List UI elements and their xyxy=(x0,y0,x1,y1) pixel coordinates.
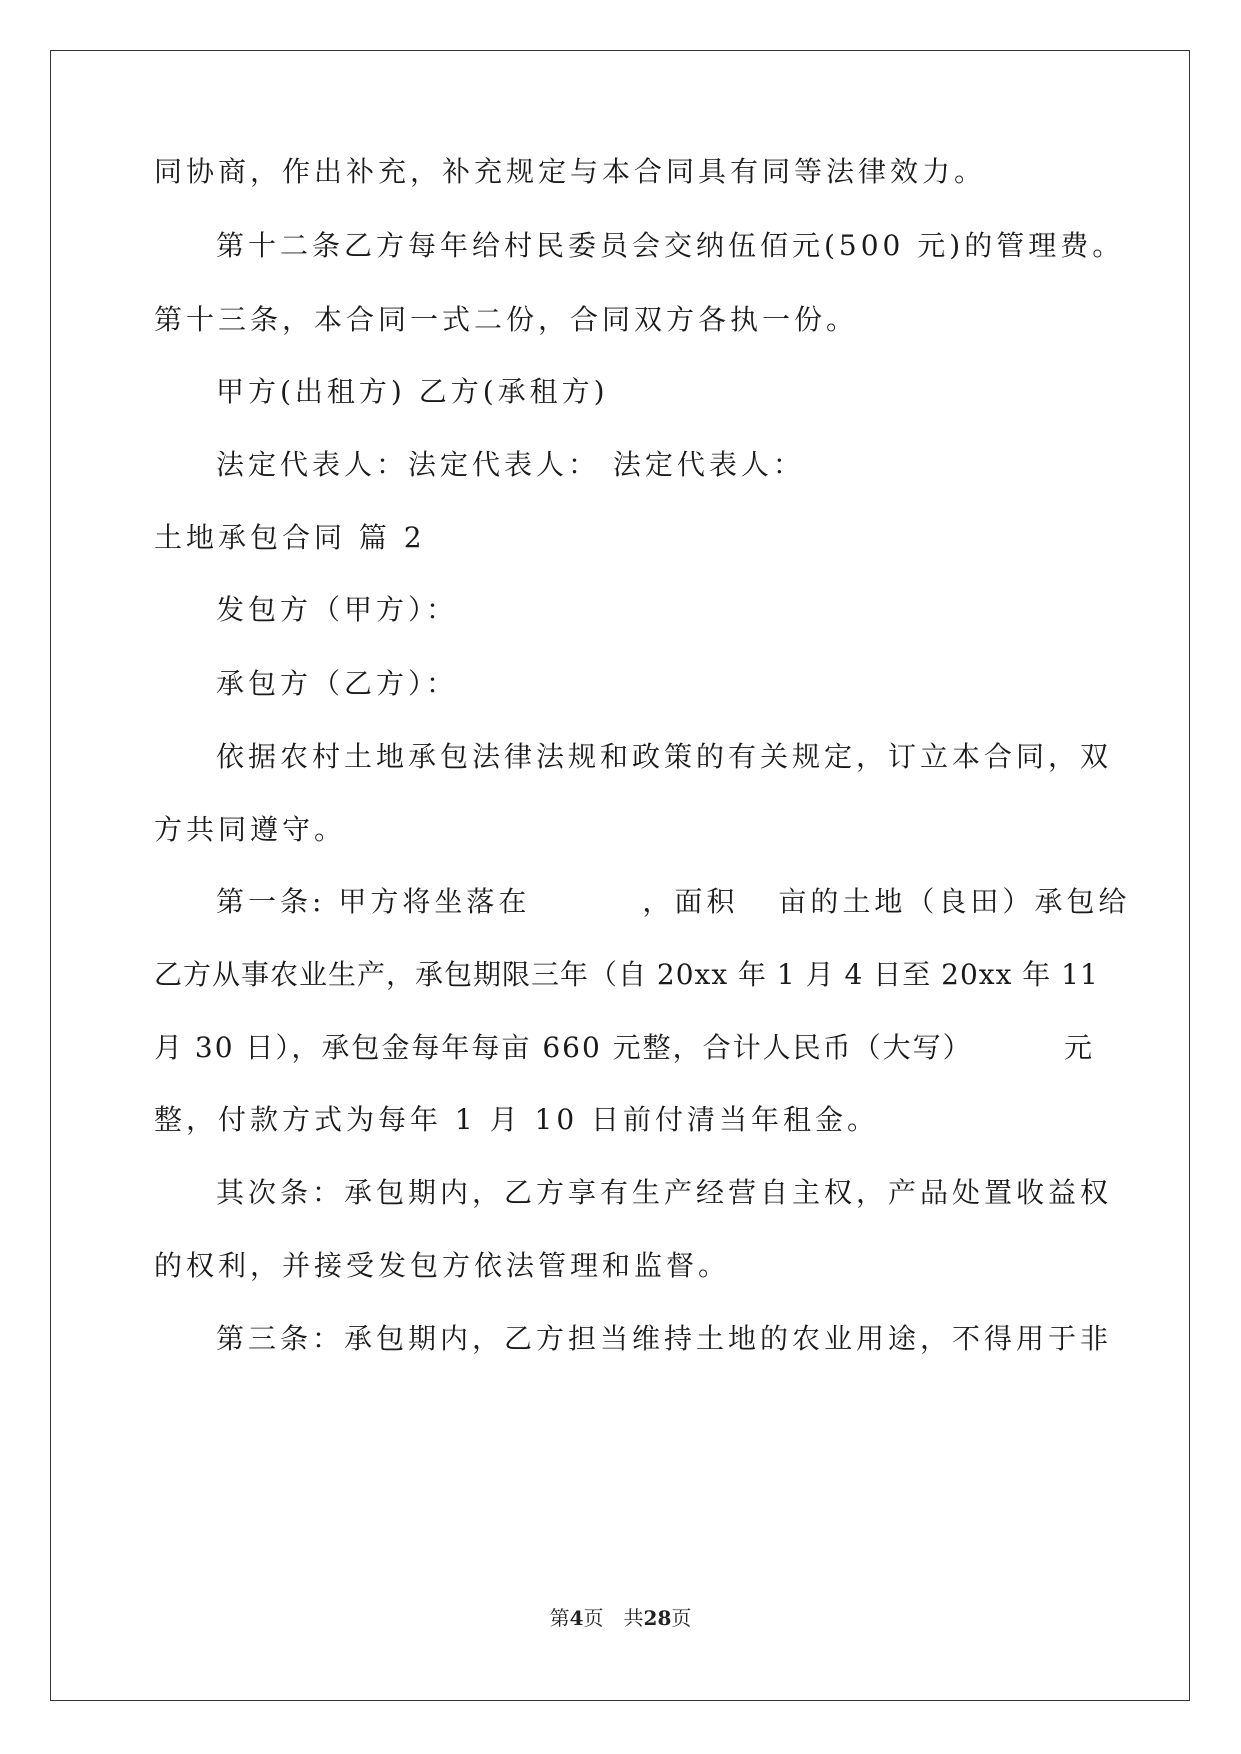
page-border xyxy=(50,50,1190,1701)
total-pages-number: 28 xyxy=(643,1606,672,1630)
paragraph-line: 的权利，并接受发包方依法管理和监督。 xyxy=(154,1249,731,1282)
contractor-party: 承包方（乙方）： xyxy=(216,667,459,700)
footer-mid: 页 共 xyxy=(583,1606,644,1630)
paragraph-line: 整，付款方式为每年 1 月 10 日前付清当年租金。 xyxy=(154,1103,880,1136)
paragraph-line: 依据农村土地承包法律法规和政策的有关规定，订立本合同，双 xyxy=(216,740,1113,773)
paragraph-line: 第十三条，本合同一式二份，合同双方各执一份。 xyxy=(154,303,859,336)
article-one-part2: ，面积 xyxy=(642,885,739,918)
article-one-part3: 亩的土地（良田）承包给 xyxy=(778,885,1131,918)
article-one-line xyxy=(216,882,1156,922)
current-page-number: 4 xyxy=(569,1606,584,1630)
paragraph-line: 其次条：承包期内，乙方享有生产经营自主权，产品处置收益权 xyxy=(216,1176,1113,1209)
paragraph-line: 方共同遵守。 xyxy=(154,813,347,846)
employer-party: 发包方（甲方）： xyxy=(216,593,459,626)
article-one-part1: 第一条: 甲方将坐落在 xyxy=(216,885,531,918)
footer-suffix: 页 xyxy=(671,1606,692,1630)
paragraph-line: 同协商，作出补充，补充规定与本合同具有同等法律效力。 xyxy=(154,155,987,188)
paragraph-line: 乙方从事农业生产，承包期限三年（自 20xx 年 1 月 4 日至 20xx 年 11 xyxy=(154,958,1099,991)
signature-parties: 甲方(出租方) 乙方(承租方) xyxy=(216,375,609,408)
legal-representatives: 法定代表人：法定代表人： 法定代表人： xyxy=(216,448,805,481)
page-footer xyxy=(0,1605,1241,1631)
section-heading: 土地承包合同 篇 2 xyxy=(154,521,426,554)
paragraph-line: 第三条：承包期内，乙方担当维持土地的农业用途，不得用于非 xyxy=(216,1322,1113,1355)
paragraph-line: 月 30 日），承包金每年每亩 660 元整，合计人民币（大写） xyxy=(154,1031,973,1064)
paragraph-line: 第十二条乙方每年给村民委员会交纳伍佰元(500 元)的管理费。 xyxy=(216,229,1125,262)
footer-prefix: 第 xyxy=(549,1606,570,1630)
paragraph-line-end: 元 xyxy=(1064,1031,1097,1064)
